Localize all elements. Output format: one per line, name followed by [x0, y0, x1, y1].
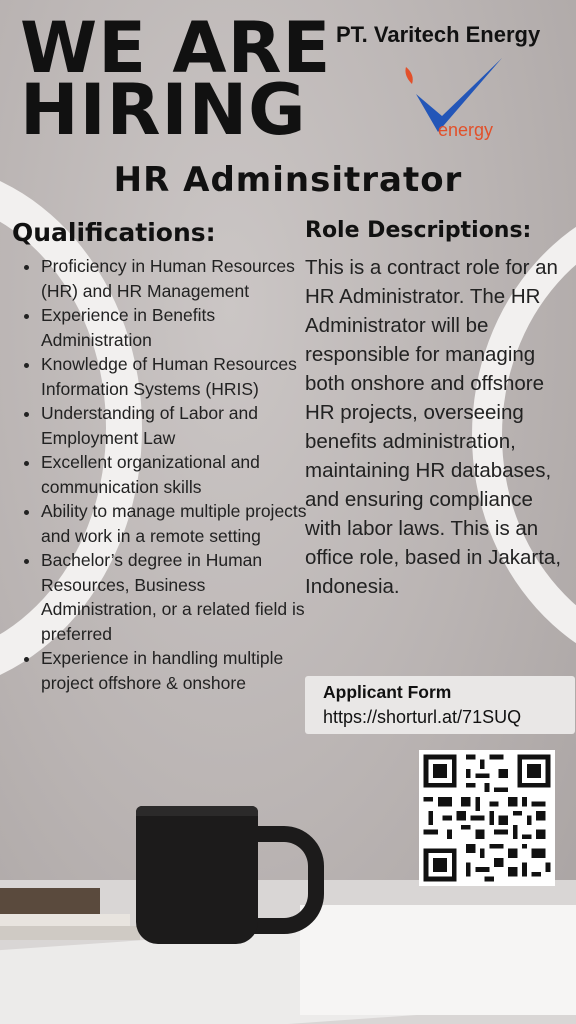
list-item: • Knowledge of Human Resources Information Systems (HRIS) [41, 352, 313, 401]
list-item: • Bachelor’s degree in Human Resources, Business Administration, or a related field is preferred [41, 548, 313, 646]
logo-text: energy [438, 120, 494, 140]
book-pages [0, 914, 130, 926]
applicant-form-link[interactable]: https://shorturl.at/71SUQ [323, 707, 522, 727]
headline-we-are: WE ARE [20, 7, 332, 89]
applicant-form-label: Applicant Form [323, 682, 452, 702]
company-name: PT. Varitech Energy [336, 22, 541, 47]
headline-hiring: HIRING [20, 69, 307, 151]
list-item: • Ability to manage multiple projects and work in a remote setting [41, 499, 313, 548]
job-title: HR Adminsitrator [113, 160, 463, 200]
list-item: • Proficiency in Human Resources (HR) and HR Management [41, 254, 313, 303]
qualifications-list [22, 254, 313, 695]
list-item: • Experience in handling multiple project offshore & onshore [41, 646, 313, 695]
applicant-form-box [305, 676, 575, 734]
role-heading: Role Descriptions: [305, 218, 532, 243]
list-item: • Understanding of Labor and Employment Law [41, 401, 313, 450]
list-item: • Experience in Benefits Administration [41, 303, 313, 352]
coffee-mug [136, 806, 258, 944]
qr-code-icon[interactable] [419, 750, 555, 886]
mug-rim [136, 806, 258, 816]
notebook [0, 926, 140, 940]
role-description: This is a contract role for an HR Administrator. The HR Administrator will be responsible for managing both onshore and offshore HR projects, overseeing benefits administration, maintaining HR databases, and ensuring compliance with labor laws. This is an office role, based in Jakarta, Indonesia. [305, 256, 562, 598]
list-item: • Excellent organizational and communication skills [41, 450, 313, 499]
company-logo-icon [398, 54, 508, 146]
qualifications-heading: Qualifications: [12, 218, 216, 247]
book-top [0, 888, 100, 914]
paper-sheet-right [300, 905, 576, 1015]
